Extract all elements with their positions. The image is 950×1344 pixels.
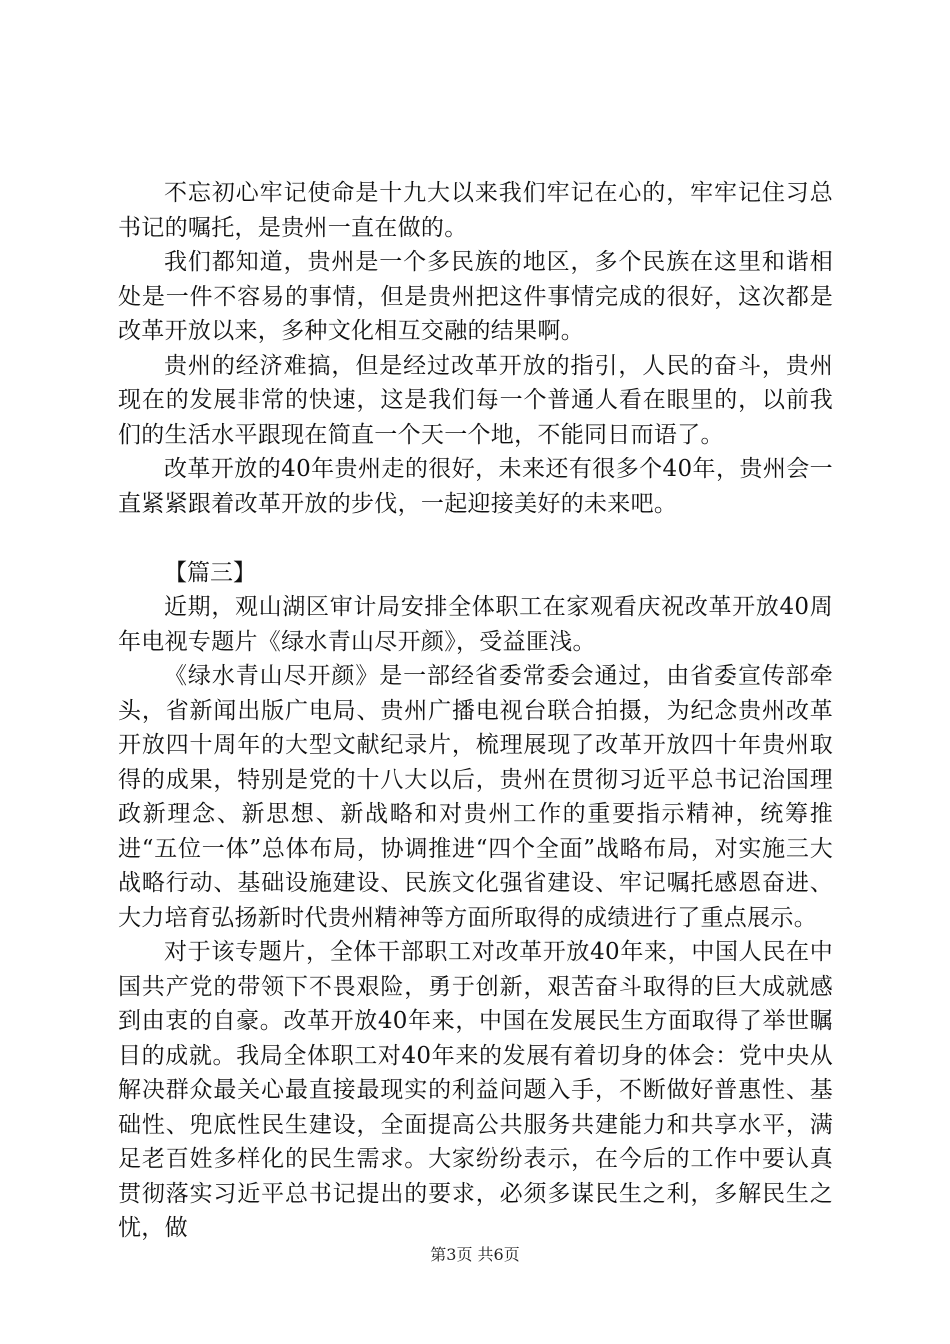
paragraph-3: 贵州的经济难搞，但是经过改革开放的指引，人民的奋斗，贵州现在的发展非常的快速，这是我们每一个普通人看在眼里的，以前我们的生活水平跟现在简直一个天一个地，不能同日而语了。 <box>118 352 833 448</box>
blank-line <box>118 521 833 556</box>
paragraph-6: 《绿水青山尽开颜》是一部经省委常委会通过，由省委宣传部牵头，省新闻出版广电局、贵州广播电视台联合拍摄，为纪念贵州改革开放四十周年的大型文献纪录片，梳理展现了改革开放四十年贵州取得的成果，特别是党的十八大以后，贵州在贯彻习近平总书记治国理政新理念、新思想、新战略和对贵州工作的重要指示精神，统筹推进“五位一体”总体布局，协调推进“四个全面”战略布局，对实施三大战略行动、基础设施建设、民族文化强省建设、牢记嘱托感恩奋进、大力培育弘扬新时代贵州精神等方面所取得的成绩进行了重点展示。 <box>118 663 833 931</box>
paragraph-2: 我们都知道，贵州是一个多民族的地区，多个民族在这里和谐相处是一件不容易的事情，但是贵州把这件事情完成的很好，这次都是改革开放以来，多种文化相互交融的结果啊。 <box>118 249 833 344</box>
paragraph-4: 改革开放的40年贵州走的很好，未来还有很多个40年，贵州会一直紧紧跟着改革开放的步伐，一起迎接美好的未来吧。 <box>118 456 833 517</box>
paragraph-1: 不忘初心牢记使命是十九大以来我们牢记在心的，牢牢记住习总书记的嘱托，是贵州一直在做的。 <box>118 180 833 241</box>
document-body <box>118 176 833 1246</box>
paragraph-7: 对于该专题片，全体干部职工对改革开放40年来，中国人民在中国共产党的带领下不畏艰险，勇于创新，艰苦奋斗取得的巨大成就感到由衷的自豪。改革开放40年来，中国在发展民生方面取得了举世瞩目的成就。我局全体职工对40年来的发展有着切身的体会：党中央从解决群众最关心最直接最现实的利益问题入手，不断做好普惠性、基础性、兜底性民生建设，全面提高公共服务共建能力和共享水平，满足老百姓多样化的民生需求。大家纷纷表示，在今后的工作中要认真贯彻落实习近平总书记提出的要求，必须多谋民生之利，多解民生之忧，做 <box>118 939 833 1241</box>
section-heading: 【篇三】 <box>164 559 256 586</box>
paragraph-5: 近期，观山湖区审计局安排全体职工在家观看庆祝改革开放40周年电视专题片《绿水青山尽开颜》，受益匪浅。 <box>118 594 833 655</box>
page-number-footer: 第3页 共6页 <box>430 1245 520 1264</box>
